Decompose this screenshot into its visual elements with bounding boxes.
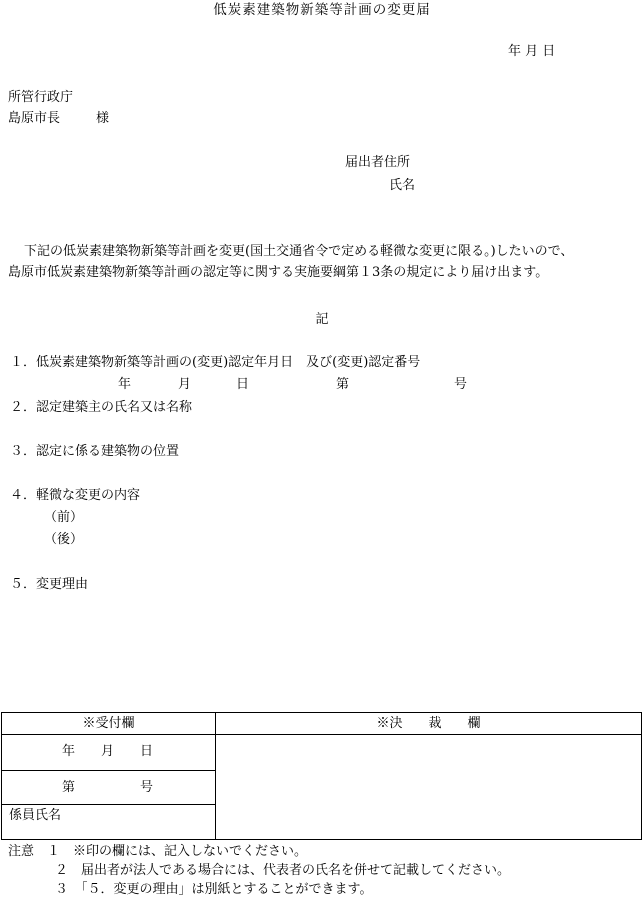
item-5: ５．変更理由 [10,577,89,592]
recipient-office: 所管行政庁 [8,90,74,105]
body-text-line-1: 下記の低炭素建築物新築等計画を変更(国土交通省令で定める軽微な変更に限る。)したいので、 [24,244,574,259]
staff-name-label: 係員氏名 [9,808,62,823]
submission-date: 年 月 日 [508,44,556,59]
item-1-month: 月 [178,377,192,392]
note-3: ３ 「５．変更の理由」は別紙とすることができます。 [55,882,373,897]
item-1-dai: 第 [336,377,350,392]
applicant-name-label: 氏名 [389,178,416,193]
document-title: 低炭素建築物新築等計画の変更届 [213,2,431,18]
note-1: 注意 １ ※印の欄には、記入しないでください。 [8,844,308,859]
item-3: ３．認定に係る建築物の位置 [10,444,180,459]
item-2: ２．認定建築主の氏名又は名称 [10,400,193,415]
applicant-address-label: 届出者住所 [345,155,411,170]
ki-heading: 記 [315,312,329,327]
mayor-title: 島原市長 [8,111,61,126]
body-text-line-2: 島原市低炭素建築物新築等計画の認定等に関する実施要綱第１3条の規定により届け出ます。 [8,265,549,280]
reception-date: 年 月 日 [62,744,154,759]
recipient-mayor [8,111,109,127]
table-divider-header [2,734,641,735]
item-4-before: （前） [44,510,84,525]
item-1-year: 年 [118,377,132,392]
item-1: １．低炭素建築物新築等計画の(変更)認定年月日 及び(変更)認定番号 [10,355,421,370]
item-4: ４．軽微な変更の内容 [10,488,141,503]
reception-header: ※受付欄 [82,716,135,731]
office-use-table [1,712,642,840]
item-1-day: 日 [236,377,250,392]
table-divider-row-2 [2,804,215,805]
honorific: 様 [96,111,110,126]
reception-number: 第 号 [62,780,154,795]
item-1-date-number [118,377,467,393]
item-4-after: （後） [44,532,84,547]
table-divider-row-1 [2,770,215,771]
decision-header: ※決 裁 欄 [376,716,481,731]
note-2: ２ 届出者が法人である場合には、代表者の氏名を併せて記載してください。 [55,863,511,878]
item-1-go: 号 [454,377,468,392]
